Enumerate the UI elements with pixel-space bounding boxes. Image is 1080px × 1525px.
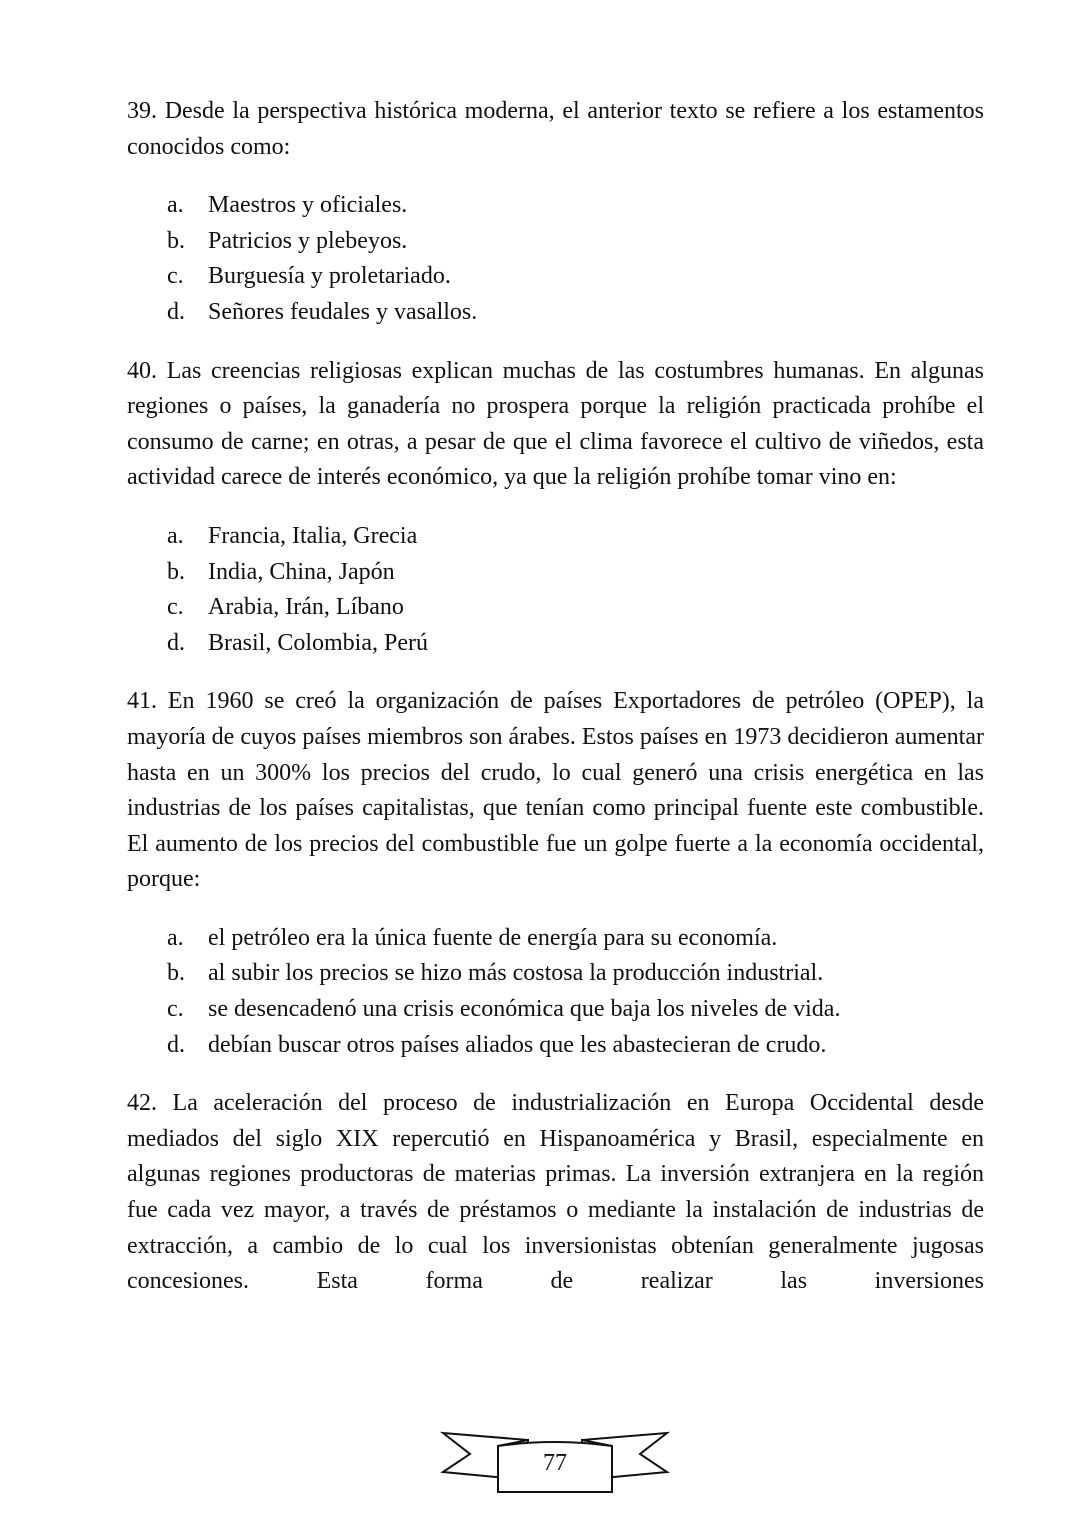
option: [127, 555, 984, 591]
options-41: [127, 921, 984, 1063]
option-letter: b.: [167, 960, 185, 987]
option: [127, 590, 984, 626]
option-letter: d.: [167, 298, 185, 325]
options-39: [127, 188, 984, 330]
option-letter: c.: [167, 594, 184, 621]
option-letter: a.: [167, 924, 184, 951]
option: [127, 626, 984, 662]
question-42: 42. La aceleración del proceso de industrialización en Europa Occidental desde mediados del siglo XIX repercutió en Hispanoamérica y Brasil, especialmente en algunas regiones productoras de materias primas. La inversión extranjera en la región fue cada vez mayor, a través de préstamos o mediante la instalación de industrias de extracción, a cambio de lo cual los inversionistas obtenían generalmente jugosas concesiones. Esta forma de realizar las inversiones: [127, 1090, 984, 1295]
option-text: debían buscar otros países aliados que les abastecieran de crudo.: [208, 1031, 827, 1058]
option-text: Burguesía y proletariado.: [208, 263, 451, 290]
option-text: Maestros y oficiales.: [208, 192, 408, 219]
option-letter: d.: [167, 629, 185, 656]
option: [127, 259, 984, 295]
option: [127, 1028, 984, 1064]
option: [127, 188, 984, 224]
option-letter: b.: [167, 227, 185, 254]
option-text: Patricios y plebeyos.: [208, 227, 408, 254]
option-text: Señores feudales y vasallos.: [208, 298, 478, 325]
option-text: Brasil, Colombia, Perú: [208, 629, 428, 656]
page-number-banner: [440, 1428, 670, 1494]
question-40: 40. Las creencias religiosas explican muchas de las costumbres humanas. En algunas regiones o países, la ganadería no prospera porque la religión practicada prohíbe el consumo de carne; en otras, a pesar de que el clima favorece el cultivo de viñedos, esta actividad carece de interés económico, ya que la religión prohíbe tomar vino en:: [127, 357, 984, 491]
option-text: se desencadenó una crisis económica que baja los niveles de vida.: [208, 996, 841, 1023]
option: [127, 519, 984, 555]
option: [127, 992, 984, 1028]
option-letter: c.: [167, 263, 184, 290]
option-letter: a.: [167, 192, 184, 219]
option-text: Arabia, Irán, Líbano: [208, 594, 404, 621]
option-text: India, China, Japón: [208, 558, 395, 585]
options-40: [127, 519, 984, 661]
option: [127, 956, 984, 992]
option-letter: c.: [167, 996, 184, 1023]
option: [127, 295, 984, 331]
page-number: 77: [543, 1450, 567, 1476]
option-text: al subir los precios se hizo más costosa la producción industrial.: [208, 960, 824, 987]
option-text: el petróleo era la única fuente de energía para su economía.: [208, 924, 778, 951]
option-letter: a.: [167, 522, 184, 549]
option: [127, 224, 984, 260]
question-39: 39. Desde la perspectiva histórica moderna, el anterior texto se refiere a los estamentos conocidos como:: [127, 98, 984, 160]
option: [127, 921, 984, 957]
option-letter: b.: [167, 558, 185, 585]
page-content: [127, 94, 984, 1300]
option-text: Francia, Italia, Grecia: [208, 522, 418, 549]
question-41: 41. En 1960 se creó la organización de países Exportadores de petróleo (OPEP), la mayoría de cuyos países miembros son árabes. Estos países en 1973 decidieron aumentar hasta en un 300% los precios del crudo, lo cual generó una crisis energética en las industrias de los países capitalistas, que tenían como principal fuente este combustible. El aumento de los precios del combustible fue un golpe fuerte a la economía occidental, porque:: [127, 688, 984, 893]
option-letter: d.: [167, 1031, 185, 1058]
